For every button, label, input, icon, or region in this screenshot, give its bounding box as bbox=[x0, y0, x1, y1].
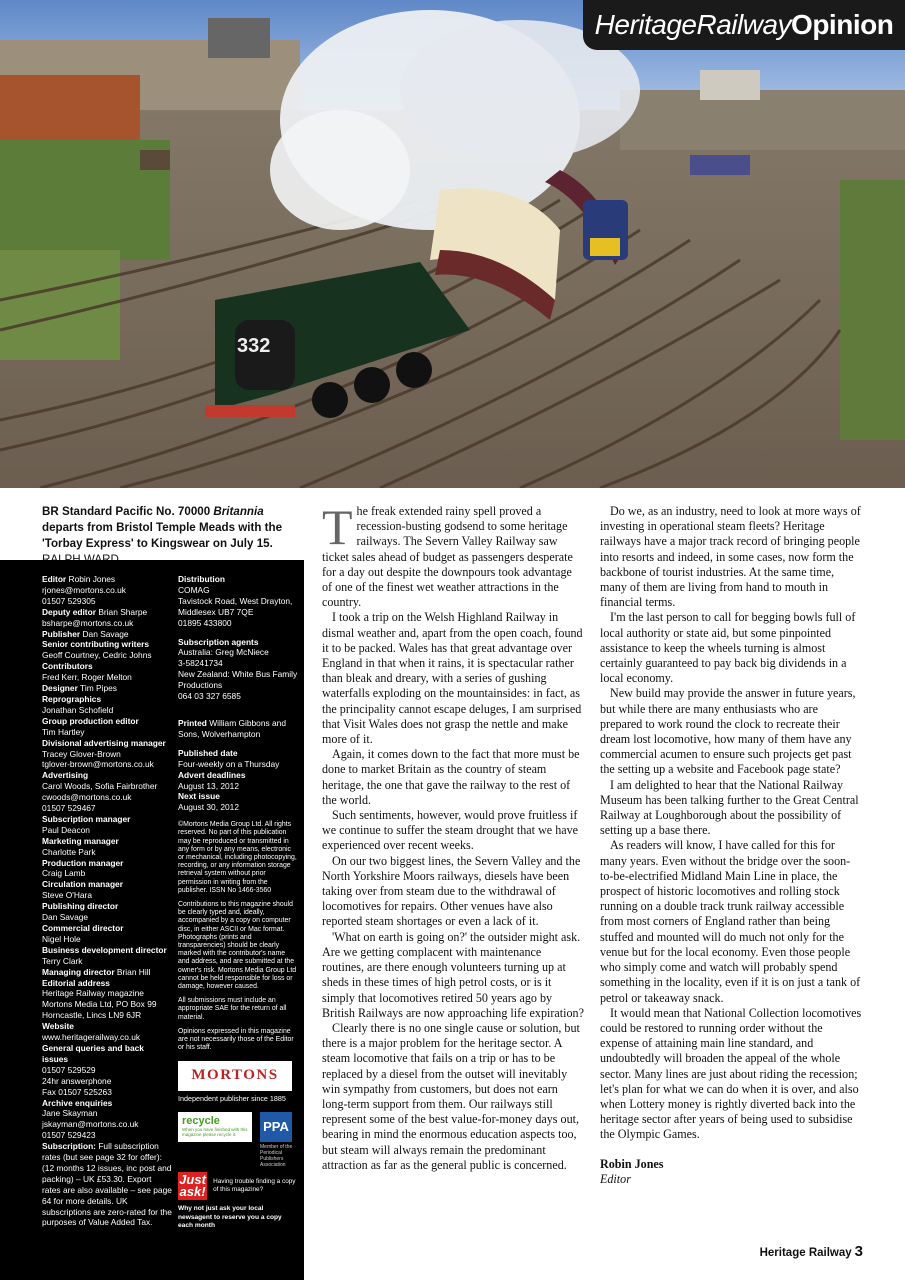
staff-entry bbox=[42, 836, 172, 847]
article-paragraph: he freak extended rainy spell proved a recession-busting godsend to some heritage railways. The Severn Valley Railway saw ticket sales ahead of budget as passengers desperate for a day out despite the downpours took advantage of one of the finest wet weather attractions in the country. bbox=[322, 504, 573, 610]
staff-role: Reprographics bbox=[42, 693, 102, 704]
staff-entry bbox=[42, 1021, 172, 1032]
distribution-line: Tavistock Road, West Drayton, bbox=[178, 595, 293, 606]
staff-detail: Dan Savage bbox=[42, 912, 89, 923]
folio-label: Heritage Railway bbox=[759, 1247, 852, 1259]
staff-detail: Fred Kerr, Roger Melton bbox=[42, 672, 132, 683]
agents-title: Subscription agents bbox=[178, 636, 259, 647]
agents-line: Australia: Greg McNiece bbox=[178, 647, 269, 658]
staff-role: Divisional advertising manager bbox=[42, 737, 166, 748]
next-issue-title: Next issue bbox=[178, 791, 220, 802]
article-paragraph: I'm the last person to call for begging bowls full of local authority or state aid, but some pinpointed assistance to keep the wheels turning is almost certainly guaranteed to pay back big dividends in a local economy. bbox=[600, 610, 856, 686]
staff-detail: Mortons Media Ltd, PO Box 99 bbox=[42, 999, 157, 1010]
page-folio bbox=[760, 1243, 863, 1260]
ppa-logo: PPA bbox=[260, 1112, 292, 1142]
staff-entry bbox=[42, 1098, 172, 1109]
agents-line: New Zealand: White Bus Family bbox=[178, 669, 298, 680]
article-column-1 bbox=[322, 499, 584, 1173]
staff-entry bbox=[42, 945, 172, 956]
staff-entry bbox=[42, 901, 172, 912]
caption-name: Britannia bbox=[213, 505, 264, 518]
photo-caption bbox=[42, 504, 304, 568]
ppa-note: Member of the Periodical Publishers Association bbox=[260, 1144, 293, 1169]
staff-role: Production manager bbox=[42, 857, 124, 868]
article-paragraph: I am delighted to hear that the National Railway Museum has been talking further to the Great Central Railway at Loughborough about the possibility of setting up a base there. bbox=[600, 777, 859, 838]
staff-role: Marketing manager bbox=[42, 835, 119, 846]
just-ask-footer: Why not just ask your local newsagent to reserve you a copy each month bbox=[178, 1205, 282, 1230]
author-role: Editor bbox=[600, 1171, 631, 1186]
staff-role: Commercial director bbox=[42, 923, 124, 933]
staff-entry bbox=[42, 694, 172, 705]
cover-photo bbox=[0, 0, 905, 488]
distribution-title: Distribution bbox=[178, 574, 225, 584]
staff-role: Contributors bbox=[42, 661, 93, 672]
page-number: 3 bbox=[854, 1243, 863, 1260]
staff-detail: Heritage Railway magazine bbox=[42, 988, 144, 999]
staff-entry bbox=[42, 770, 172, 781]
article-paragraph: I took a trip on the Welsh Highland Railway in dismal weather and, apart from the open coach, found it to be packed. Wales has that great advantage over England in that when it rains, it is spectacular rather than bleak and dreary, with a series of gushing waterfalls exploding on the mountainsides: in fact, as the principality cannot escape deluges, I am surprised that Visit Wales does not grasp the nettle and make more of it. bbox=[322, 610, 583, 747]
recycle-logo bbox=[178, 1112, 252, 1142]
staff-entry bbox=[42, 607, 172, 618]
staff-role: Subscription manager bbox=[42, 813, 131, 824]
staff-entry bbox=[42, 858, 172, 869]
staff-entry bbox=[42, 1043, 172, 1065]
staff-detail: 01507 529467 bbox=[42, 803, 96, 814]
staff-detail: bsharpe@mortons.co.uk bbox=[42, 617, 134, 628]
staff-role: Group production editor bbox=[42, 715, 139, 726]
staff-entry bbox=[42, 683, 172, 694]
staff-role: Circulation manager bbox=[42, 879, 123, 890]
staff-detail: 01507 529305 bbox=[42, 595, 96, 606]
staff-role: Publisher bbox=[42, 628, 81, 639]
distribution-line: Middlesex UB7 7QE bbox=[178, 606, 254, 617]
article-paragraph: It would mean that National Collection locomotives could be restored to running order without the expense of attaining main line standard, and undoubtedly will broaden the appeal of the whole sector. Many lines are just about riding the recession; let's plan for what we can do when it is over, and also when Lottery money is rightly diverted back into the heritage sector after years of being used to subsidise the Olympic Games. bbox=[600, 1005, 862, 1142]
article-paragraph: On our two biggest lines, the Severn Valley and the North Yorkshire Moors railways, diesels have been taking over from steam due to the withdrawal of locomotives for repairs. Other venues have also reported steam shortages or even a lack of it. bbox=[322, 853, 581, 929]
staff-detail: www.heritagerailway.co.uk bbox=[42, 1032, 141, 1043]
staff-role: General queries and back issues bbox=[42, 1042, 144, 1064]
staff-entry bbox=[42, 716, 172, 727]
published-title: Published date bbox=[178, 747, 238, 758]
caption-rest: departs from Bristol Temple Meads with the 'Torbay Express' to Kingswear on July 15. bbox=[42, 521, 283, 550]
staff-entry bbox=[42, 814, 172, 825]
copyright-notice: ©Mortons Media Group Ltd. All rights reserved. No part of this publication may be reproduced or transmitted in any form or by any means, electronic or mechanical, including photocopying, recording, or any information storage retrieval system without prior permission in writing from the publisher. ISSN No 1466-3560 bbox=[178, 821, 297, 894]
staff-role: Deputy editor bbox=[42, 606, 96, 617]
staff-detail: Steve O'Hara bbox=[42, 890, 93, 901]
staff-detail: 01507 529529 bbox=[42, 1064, 96, 1075]
just-ask-logo: Just ask! bbox=[179, 1172, 206, 1200]
staff-entry bbox=[42, 923, 172, 934]
drop-cap: T bbox=[322, 499, 353, 555]
masthead-panel bbox=[0, 560, 304, 1280]
staff-detail: 01507 529423 bbox=[42, 1130, 96, 1141]
article-paragraph: Clearly there is no one single cause or solution, but there is a major problem for the heritage sector. A steam locomotive that fails on a trip or has to be replaced by a diesel from the outset will inevitably win sympathy from customers, but does not earn long-term support from them. Our railways still represent some of the best value-for-money days out, bearing in mind the enormous education aspects too, but steam will always remain the predominant attraction as far as the general public is concerned. bbox=[322, 1020, 580, 1172]
staff-detail: Paul Deacon bbox=[42, 824, 90, 835]
article-paragraph: Again, it comes down to the fact that more must be done to market Britain as the country of steam heritage, the one that gave the railway to the rest of the world. bbox=[322, 747, 580, 807]
staff-detail: Fax 01507 525263 bbox=[42, 1086, 112, 1097]
staff-detail: jskayman@mortons.co.uk bbox=[42, 1119, 139, 1130]
staff-name: Dan Savage bbox=[82, 628, 129, 639]
staff-entry bbox=[42, 879, 172, 890]
next-issue-text: August 30, 2012 bbox=[178, 802, 240, 813]
subscription-text: Full subscription rates (but see page 32 for offer): (12 months 12 issues, inc post and packing) – UK £53.30. Export rates are also available – see page 64 for more details. UK subscriptions are zero-rated for the purposes of Value Added Tax. bbox=[42, 1141, 172, 1228]
staff-role: Archive enquiries bbox=[42, 1097, 113, 1108]
staff-detail: rjones@mortons.co.uk bbox=[42, 584, 126, 595]
author-signature: Robin Jones bbox=[600, 1156, 664, 1171]
staff-role: Managing director bbox=[42, 966, 115, 977]
staff-detail: Craig Lamb bbox=[42, 868, 86, 879]
staff-detail: Nigel Hole bbox=[42, 933, 81, 944]
sae-notice: All submissions must include an appropriate SAE for the return of all material. bbox=[178, 997, 287, 1021]
staff-name: Robin Jones bbox=[68, 574, 116, 584]
loco-number-plate: 332 bbox=[237, 335, 271, 357]
mortons-logo: MORTONS bbox=[178, 1061, 292, 1091]
staff-name: Brian Sharpe bbox=[98, 606, 148, 617]
staff-role: Editor bbox=[42, 574, 67, 584]
staff-entry bbox=[42, 629, 172, 640]
recycle-label: recycle bbox=[182, 1115, 220, 1128]
staff-role: Website bbox=[42, 1021, 74, 1032]
deadlines-title: Advert deadlines bbox=[178, 769, 246, 780]
staff-detail: Jane Skayman bbox=[42, 1108, 98, 1119]
article-paragraph: Do we, as an industry, need to look at more ways of investing in operational steam fleets? Heritage railways have a major track record of bringing people into resorts and indeed, in some cases, now form the backbone of tourist industries. At the same time, many of them are living from hand to mouth in financial terms. bbox=[600, 504, 861, 610]
staff-entry bbox=[42, 639, 172, 650]
caption-lead: BR Standard Pacific No. 70000 bbox=[42, 505, 214, 518]
staff-detail: Tracey Glover-Brown bbox=[42, 748, 121, 759]
staff-role: Designer bbox=[42, 683, 78, 694]
recycle-sub: When you have finished with this magazine please recycle it. bbox=[182, 1127, 248, 1138]
article-paragraph: 'What on earth is going on?' the outsider might ask. Are we getting complacent with maintenance routines, are there enough volunteers turning up at sheds in these times of high petrol costs, or is it simply that locomotives retired 50 years ago by British Railways are now approaching life expiration? bbox=[322, 929, 584, 1020]
staff-detail: 24hr answerphone bbox=[42, 1075, 112, 1086]
staff-entry bbox=[42, 574, 172, 585]
staff-detail: Terry Clark bbox=[42, 955, 83, 966]
staff-detail: Carol Woods, Sofia Fairbrother bbox=[42, 781, 158, 792]
article-paragraph: New build may provide the answer in future years, but while there are many enthusiasts who are prepared to work round the clock to recreate their dream lost locomotive, how many of them have any commercial acumen to ensure such projects get past the setting up a website and Facebook page state? bbox=[600, 686, 856, 777]
staff-detail: Charlotte Park bbox=[42, 846, 96, 857]
printed-title: Printed bbox=[178, 717, 207, 728]
staff-detail: Tim Hartley bbox=[42, 726, 85, 737]
printed-text: William Gibbons and Sons, Wolverhampton bbox=[178, 717, 286, 739]
staff-role: Publishing director bbox=[42, 901, 119, 912]
article-paragraph: Such sentiments, however, would prove fruitless if we continue to suffer the steam drought that we have experienced over recent weeks. bbox=[322, 808, 579, 853]
staff-detail: Jonathan Schofield bbox=[42, 704, 114, 715]
staff-role: Editorial address bbox=[42, 977, 110, 988]
agents-line: 064 03 327 6585 bbox=[178, 691, 241, 702]
contributions-notice: Contributions to this magazine should be clearly typed and, ideally, accompanied by a copy on computer disc, in either ASCII or Mac format. Photographs (prints and transparencies) should be clearly marked with the contributor's name and address, and are submitted at the owner's risk. Mortons Media Group Ltd cannot be held responsible for loss or damage, however caused. bbox=[178, 901, 297, 991]
staff-entry bbox=[42, 978, 172, 989]
published-text: Four-weekly on a Thursday bbox=[178, 758, 280, 769]
mortons-tagline: Independent publisher since 1885 bbox=[178, 1093, 286, 1103]
staff-name: Brian Hill bbox=[116, 966, 151, 977]
staff-role: Advertising bbox=[42, 770, 89, 781]
staff-detail: cwoods@mortons.co.uk bbox=[42, 792, 132, 803]
staff-list bbox=[42, 574, 172, 1228]
staff-role: Senior contributing writers bbox=[42, 639, 150, 650]
article-column-2 bbox=[600, 504, 862, 1187]
brand-light: HeritageRailway bbox=[594, 9, 792, 40]
staff-entry bbox=[42, 967, 172, 978]
staff-name: Tim Pipes bbox=[80, 683, 117, 694]
opinions-notice: Opinions expressed in this magazine are not necessarily those of the Editor or his staff. bbox=[178, 1027, 294, 1052]
article-paragraph: As readers will know, I have called for this for many years. Even without the bridge over the soon-to-be-electrified Midland Main Line in place, the prospect of historic locomotives and rolling stock running on a double track trunk railway accessible from most corners of England rather than being stuffed and mounted will do much not only for the venue but for the local economy. Even those people who simply come and watch will probably spend something in the locality, even if it is on just a tank of petrol or takeaway snack. bbox=[600, 838, 861, 1005]
distribution-line: COMAG bbox=[178, 584, 210, 595]
distribution-line: 01895 433800 bbox=[178, 617, 232, 628]
subscription-title: Subscription: bbox=[42, 1141, 96, 1152]
subscription-info bbox=[42, 1141, 172, 1228]
staff-entry bbox=[42, 661, 172, 672]
staff-detail: tglover-brown@mortons.co.uk bbox=[42, 759, 154, 770]
staff-role: Business development director bbox=[42, 944, 167, 955]
staff-detail: Geoff Courtney, Cedric Johns bbox=[42, 650, 152, 661]
staff-entry bbox=[42, 738, 172, 749]
section-title bbox=[583, 0, 905, 50]
agents-line: 3-58241734 bbox=[178, 658, 223, 669]
publishing-info bbox=[178, 574, 298, 1231]
brand-bold: Opinion bbox=[791, 9, 894, 40]
agents-line: Productions bbox=[178, 680, 223, 691]
deadlines-text: August 13, 2012 bbox=[178, 780, 240, 791]
staff-detail: Horncastle, Lincs LN9 6JR bbox=[42, 1010, 142, 1021]
just-ask-note: Having trouble finding a copy of this magazine? bbox=[213, 1178, 296, 1194]
